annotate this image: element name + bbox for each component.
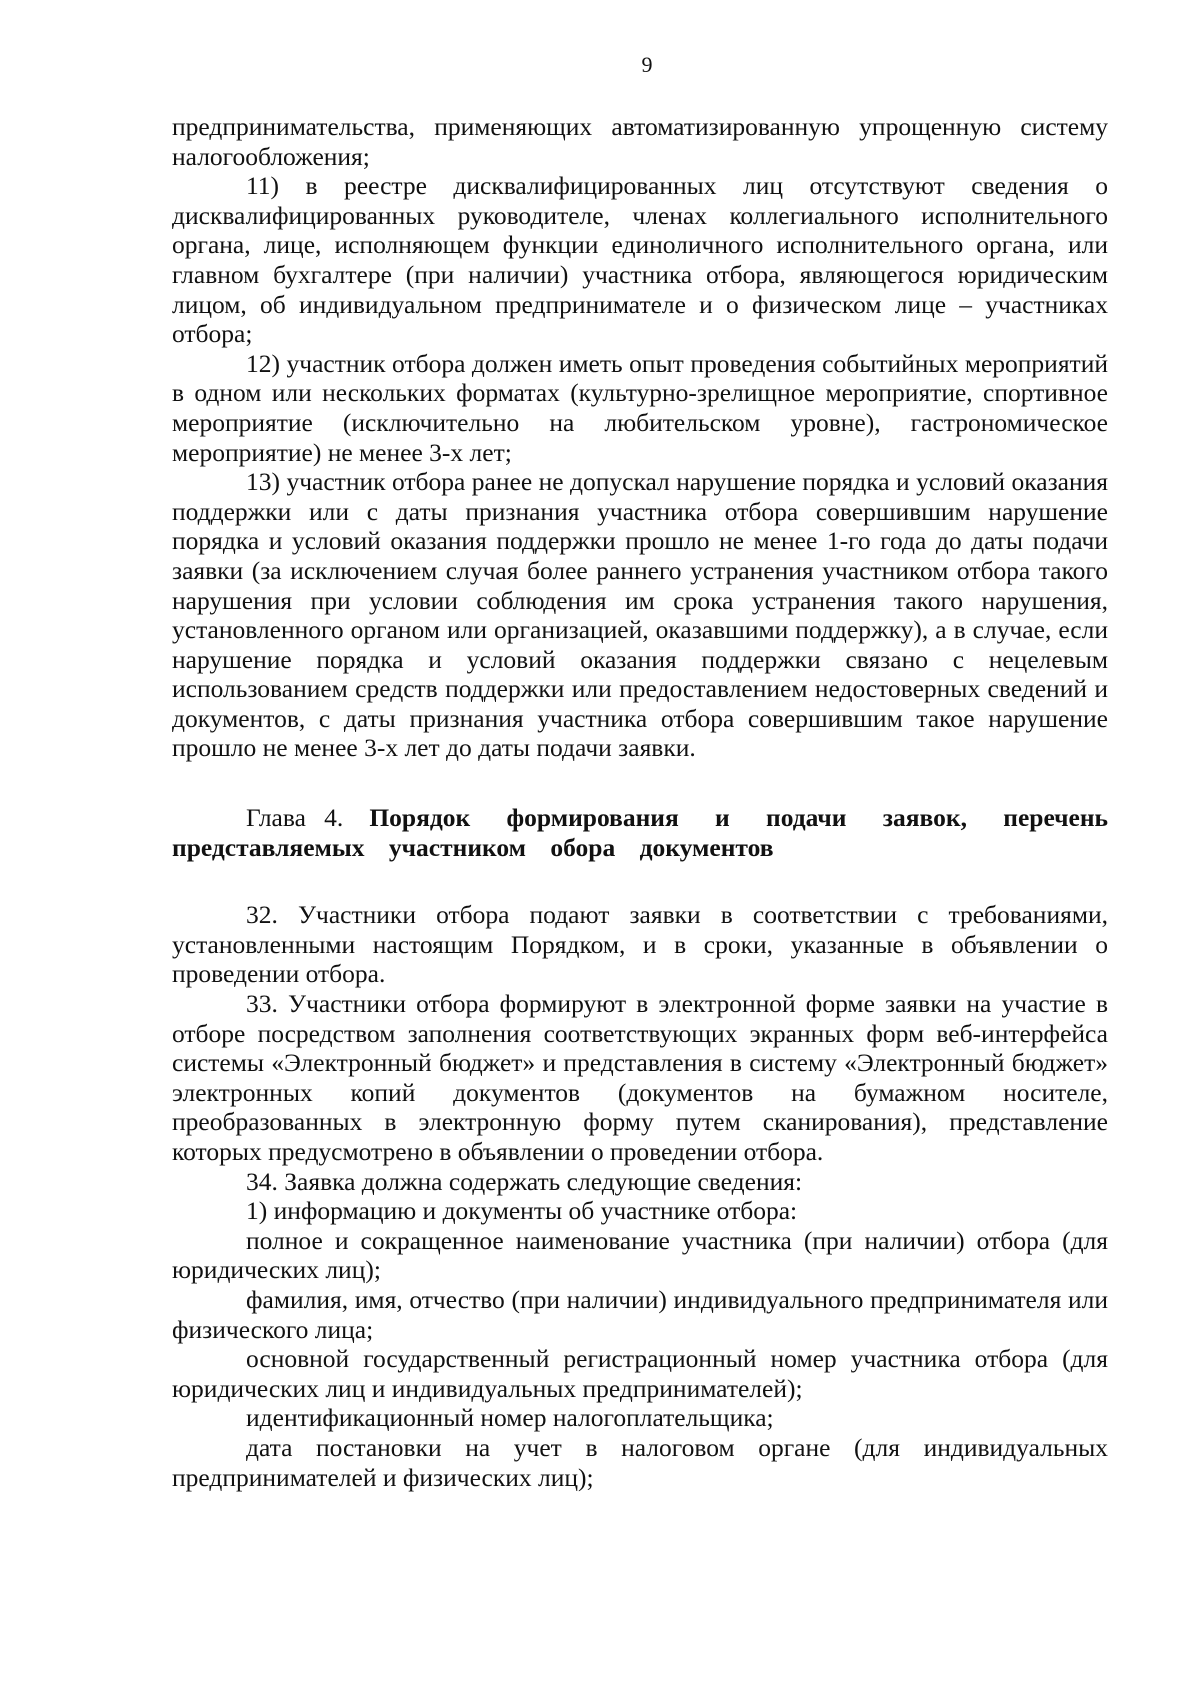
chapter-heading — [172, 803, 1108, 862]
paragraph: полное и сокращенное наименование участника (при наличии) отбора (для юридических лиц); — [172, 1225, 1108, 1285]
paragraph: дата постановки на учет в налоговом органе (для индивидуальных предпринимателей и физических лиц); — [172, 1432, 1108, 1492]
chapter-title: Порядок формирования и подачи заявок, перечень представляемых участником обора документов — [172, 803, 1108, 862]
paragraphs-before — [172, 112, 1108, 763]
chapter-label: Глава 4. — [246, 803, 344, 833]
paragraph: основной государственный регистрационный номер участника отбора (для юридических лиц и индивидуальных предпринимателей); — [172, 1344, 1108, 1403]
paragraph: предпринимательства, применяющих автоматизированную упрощенную систему налогообложения; — [172, 112, 1108, 171]
paragraph: 33. Участники отбора формируют в электронной форме заявки на участие в отборе посредством заполнения соответствующих экранных форм веб-интерфейса системы «Электронный бюджет» и представления в систему «Электронный бюджет» электронных копий документов (документов на бумажном носителе, преобразованных в электронную форму путем сканирования), представление которых предусмотрено в объявлении о проведении отбора. — [172, 989, 1108, 1166]
paragraph: фамилия, имя, отчество (при наличии) индивидуального предпринимателя или физического лица; — [172, 1284, 1108, 1344]
paragraph: 1) информацию и документы об участнике отбора: — [246, 1196, 798, 1226]
page-number: 9 — [641, 52, 653, 77]
paragraph: 32. Участники отбора подают заявки в соответствии с требованиями, установленными настоящим Порядком, и в сроки, указанные в объявлении о проведении отбора. — [172, 900, 1108, 989]
paragraph: 12) участник отбора должен иметь опыт проведения событийных мероприятий в одном или нескольких форматах (культурно-зрелищное мероприятие, спортивное мероприятие (исключительно на любительском уровне), гастрономическое мероприятие) не менее 3-х лет; — [172, 348, 1108, 467]
paragraphs-after — [172, 900, 1108, 1492]
paragraph: 11) в реестре дисквалифицированных лиц отсутствуют сведения о дисквалифицированных руководителе, членах коллегиального исполнительного органа, лице, исполняющем функции единоличного исполнительного органа, или главном бухгалтере (при наличии) участника отбора, являющегося юридическим лицом, об индивидуальном предпринимателе и о физическом лице – участниках отбора; — [172, 171, 1108, 349]
document-page — [172, 52, 1108, 1492]
paragraph: идентификационный номер налогоплательщика; — [246, 1403, 774, 1433]
paragraph: 34. Заявка должна содержать следующие сведения: — [246, 1166, 803, 1196]
paragraph: 13) участник отбора ранее не допускал нарушение порядка и условий оказания поддержки или с даты признания участника отбора совершившим нарушение порядка и условий оказания поддержки прошло не менее 1-го года до даты подачи заявки (за исключением случая более раннего устранения участником отбора такого нарушения при условии соблюдения им срока устранения такого нарушения, установленного органом или организацией, оказавшими поддержку), а в случае, если нарушение порядка и условий оказания поддержки связано с нецелевым использованием средств поддержки или предоставлением недостоверных сведений и документов, с даты признания участника отбора совершившим такое нарушение прошло не менее 3-х лет до даты подачи заявки. — [172, 467, 1108, 763]
